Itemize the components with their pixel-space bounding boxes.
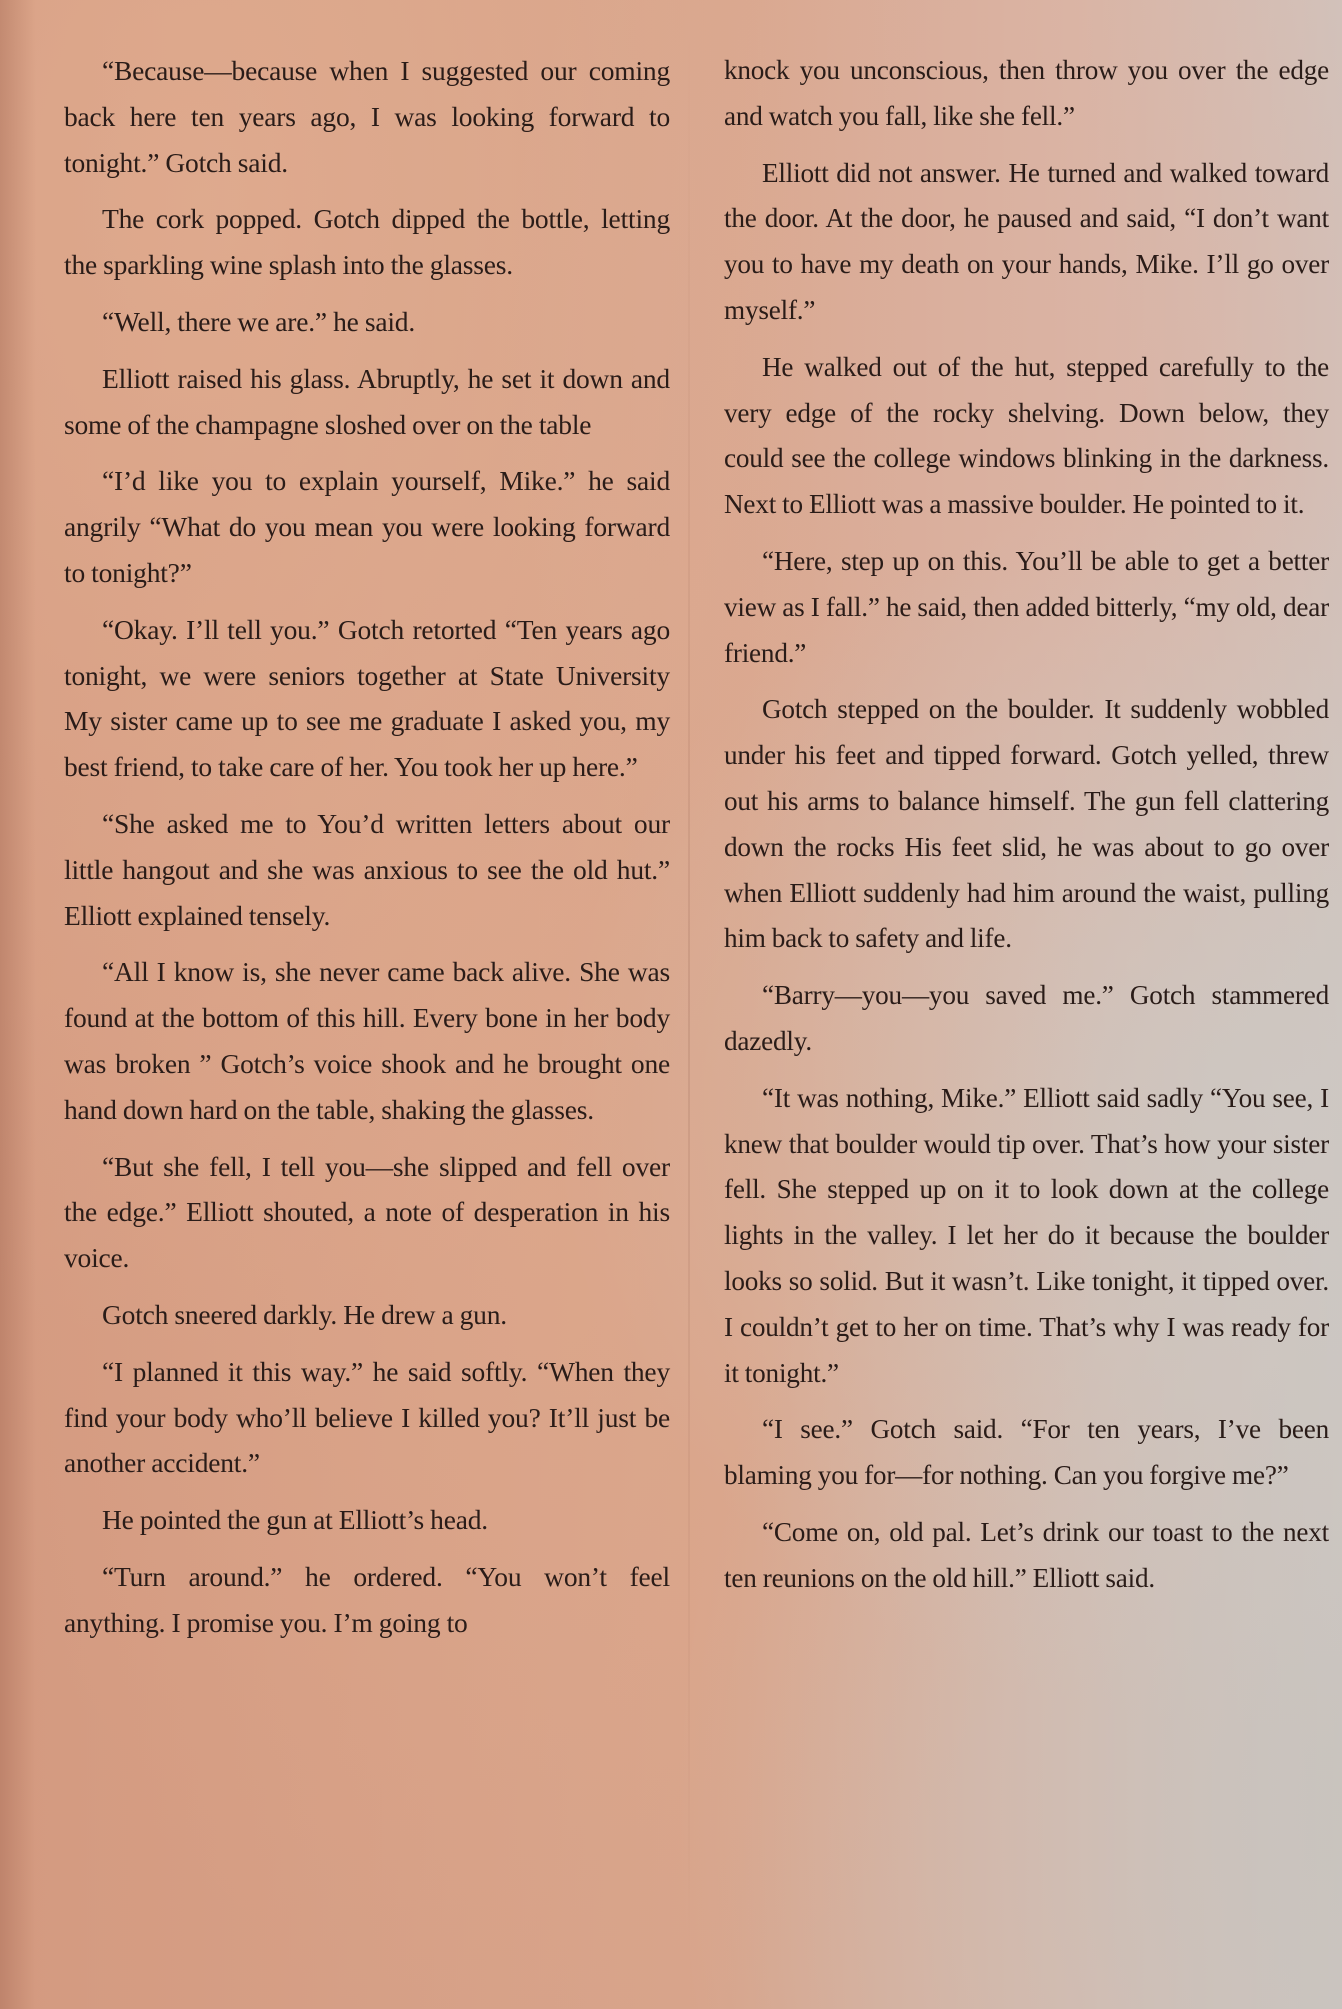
- paragraph: “But she fell, I tell you—she slipped and fell over the edge.” Elliott shouted, a note of desperation in his voice.: [64, 1150, 670, 1274]
- paragraph: Elliott did not answer. He turned and walked toward the door. At the door, he paused and said, “I don’t want you to have my death on your hands, Mike. I’ll go over myself.”: [724, 157, 1329, 325]
- paragraph: “It was nothing, Mike.” Elliott said sadly “You see, I knew that boulder would tip over. That’s how your sister fell. She stepped up on it to look down at the college lights in the valley. I let her do it because the boulder looks so solid. But it wasn’t. Like tonight, it tipped over. I couldn’t get to her on time. That’s why I was ready for it tonight.”: [724, 1082, 1329, 1388]
- paragraph: Gotch stepped on the boulder. It suddenly wobbled under his feet and tipped forward. Gotch yelled, threw out his arms to balance himself. The gun fell clattering down the rocks His feet slid, he was about to go over when Elliott suddenly had him around the waist, pulling him back to safety and life.: [724, 694, 1329, 954]
- paragraph: “I see.” Gotch said. “For ten years, I’ve been blaming you for—for nothing. Can you forgive me?”: [724, 1414, 1329, 1491]
- paragraph: “Okay. I’ll tell you.” Gotch retorted “Ten years ago tonight, we were seniors together at State University My sister came up to see me graduate I asked you, my best friend, to take care of her. You took her up here.”: [64, 613, 670, 783]
- paragraph: “She asked me to You’d written letters about our little hangout and she was anxious to see the old hut.” Elliott explained tensely.: [64, 807, 670, 931]
- continued-paragraph: knock you unconscious, then throw you over the edge and watch you fall, like she fell.”: [724, 55, 1329, 131]
- paragraph: “Well, there we are.” he said.: [102, 305, 416, 337]
- paragraph: “All I know is, she never came back alive. She was found at the bottom of this hill. Every bone in her body was broken ” Gotch’s voice shook and he brought one hand down hard on the table, shaking the glasses.: [64, 956, 670, 1125]
- left-column: [64, 48, 670, 1657]
- paragraph: “Because—because when I suggested our coming back here ten years ago, I was looking forward to tonight.” Gotch said.: [64, 55, 670, 178]
- paragraph: He walked out of the hut, stepped carefully to the very edge of the rocky shelving. Down below, they could see the college windows blinking in the darkness. Next to Elliott was a massive boulder. He pointed to it.: [724, 351, 1329, 520]
- paragraph: He pointed the gun at Elliott’s head.: [102, 1504, 488, 1536]
- paragraph: Gotch sneered darkly. He drew a gun.: [102, 1298, 507, 1330]
- paragraph: The cork popped. Gotch dipped the bottle, letting the sparkling wine splash into the glasses.: [64, 203, 670, 281]
- paragraph: “I’d like you to explain yourself, Mike.” he said angrily “What do you mean you were looking forward to tonight?”: [64, 465, 670, 588]
- page-edge-shadow: [0, 0, 36, 2009]
- paragraph: “Turn around.” he ordered. “You won’t feel anything. I promise you. I’m going to: [64, 1560, 670, 1638]
- paragraph: “I planned it this way.” he said softly. “When they find your body who’ll believe I killed you? It’ll just be another accident.”: [64, 1355, 670, 1479]
- column-gutter: [688, 20, 690, 1980]
- paragraph: “Here, step up on this. You’ll be able to get a better view as I fall.” he said, then added bitterly, “my old, dear friend.”: [724, 545, 1329, 668]
- paragraph: “Barry—you—you saved me.” Gotch stammered dazedly.: [724, 980, 1329, 1056]
- paragraph: “Come on, old pal. Let’s drink our toast to the next ten reunions on the old hill.” Elliott said.: [724, 1516, 1329, 1593]
- right-column: [724, 48, 1329, 1613]
- paragraph: Elliott raised his glass. Abruptly, he set it down and some of the champagne sloshed over on the table: [64, 362, 670, 440]
